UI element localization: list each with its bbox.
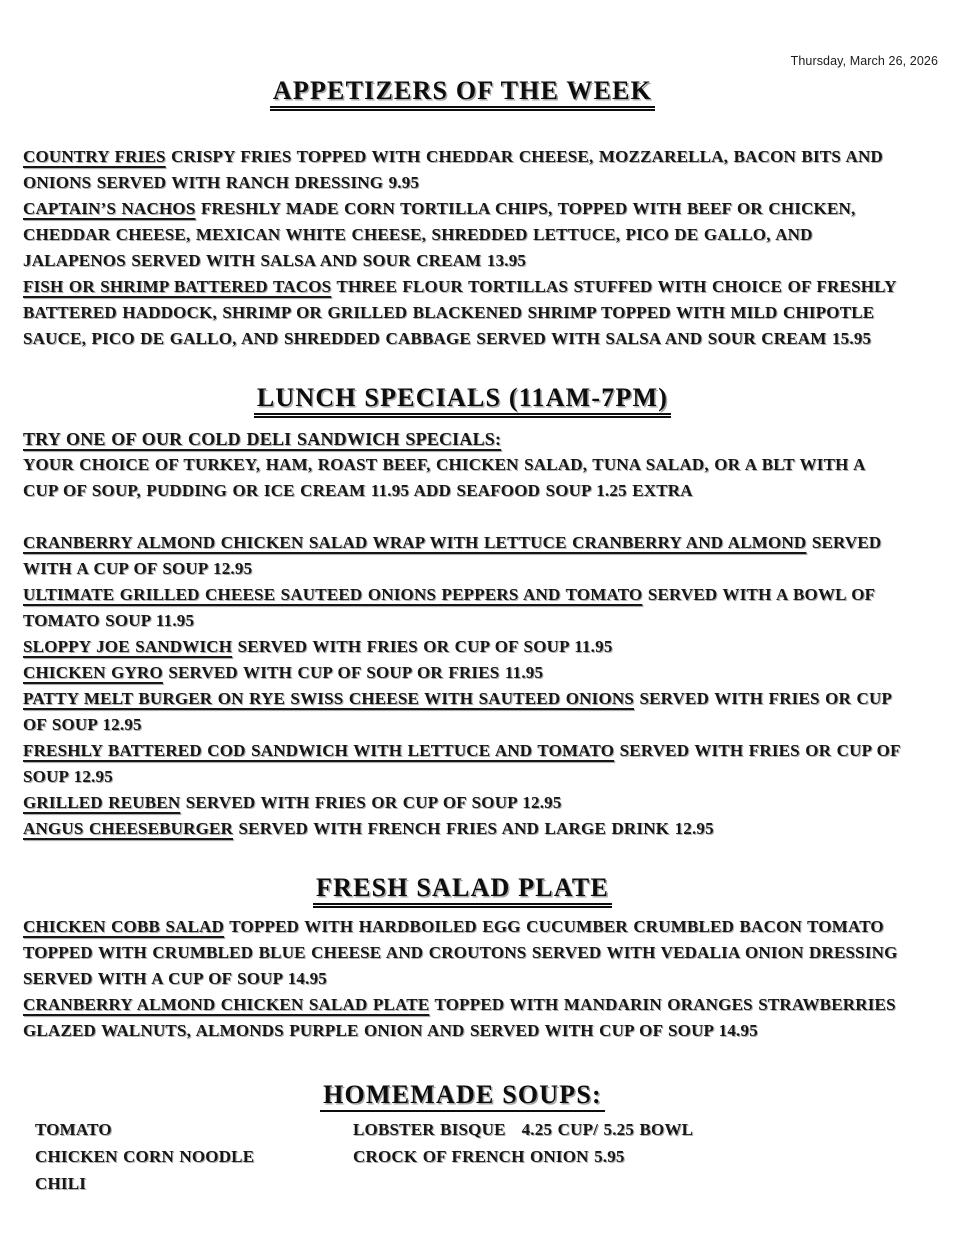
soup-item-lobster-bisque: [353, 1116, 693, 1143]
item-name: ULTIMATE GRILLED CHEESE SAUTEED ONIONS PEPPERS AND TOMATO: [23, 585, 643, 605]
menu-item-grilled-reuben: [23, 790, 902, 816]
menu-item-cranberry-salad-plate: [23, 992, 902, 1044]
salad-items: [23, 914, 902, 1044]
deli-specials-heading: TRY ONE OF OUR COLD DELI SANDWICH SPECIALS:: [23, 429, 502, 450]
menu-item-sloppy-joe: [23, 634, 902, 660]
date-text: Thursday, March 26, 2026: [790, 54, 938, 68]
item-desc: THREE FLOUR TORTILLAS STUFFED WITH CHOICE OF FRESHLY BATTERED HADDOCK, SHRIMP OR GRILLED BLACKENED SHRIMP TOPPED WITH MILD CHIPOTLE SAUCE, PICO DE GALLO, AND SHREDDED CABBAGE SERVED WITH SALSA AND SOUR CREAM: [23, 277, 896, 349]
item-name: FRESHLY BATTERED COD SANDWICH WITH LETTUCE AND TOMATO: [23, 741, 615, 761]
lunch-items: [23, 530, 902, 842]
deli-specials-text: YOUR CHOICE OF TURKEY, HAM, ROAST BEEF, CHICKEN SALAD, TUNA SALAD, OR A BLT WITH A CUP OF SOUP, PUDDING OR ICE CREAM 11.95 ADD SEAFOOD SOUP 1.25 EXTRA: [23, 455, 865, 501]
item-price: 12.95: [102, 715, 142, 735]
soup-price: 5.95: [594, 1147, 625, 1167]
item-name: COUNTRY FRIES: [23, 147, 166, 167]
item-desc: SERVED WITH FRIES OR CUP OF SOUP: [23, 741, 901, 787]
item-desc: SERVED WITH A CUP OF SOUP: [23, 533, 882, 579]
item-price: 11.95: [574, 637, 613, 657]
menu-item-captains-nachos: [23, 196, 902, 274]
item-price: 13.95: [486, 251, 527, 271]
item-desc: TOPPED WITH MANDARIN ORANGES STRAWBERRIES GLAZED WALNUTS, ALMONDS PURPLE ONION AND SERVED WITH CUP OF SOUP: [23, 995, 896, 1041]
soup-price: 4.25 CUP/ 5.25 BOWL: [521, 1120, 694, 1140]
menu-item-cranberry-wrap: [23, 530, 902, 582]
item-price: 12.95: [213, 559, 253, 579]
menu-item-chicken-gyro: [23, 660, 902, 686]
menu-item-fish-shrimp-tacos: [23, 274, 902, 352]
item-name: ANGUS CHEESEBURGER: [23, 819, 234, 839]
salads-title: FRESH SALAD PLATE: [23, 873, 902, 908]
soups-title: HOMEMADE SOUPS:: [23, 1080, 902, 1112]
item-name: CRANBERRY ALMOND CHICKEN SALAD PLATE: [23, 995, 430, 1015]
soups-columns: [23, 1116, 902, 1197]
menu-item-angus-cheeseburger: [23, 816, 902, 842]
item-name: CAPTAIN’S NACHOS: [23, 199, 196, 219]
menu-item-chicken-cobb: [23, 914, 902, 992]
item-price: 11.95: [504, 663, 544, 683]
soups-right-column: [353, 1116, 693, 1197]
menu-item-patty-melt: [23, 686, 902, 738]
item-price: 11.95: [155, 611, 195, 631]
soup-item-french-onion: [353, 1143, 693, 1170]
appetizers-title: APPETIZERS OF THE WEEK: [23, 76, 902, 111]
item-name: CHICKEN COBB SALAD: [23, 917, 225, 937]
appetizers-items: [23, 144, 902, 352]
item-price: 12.95: [522, 793, 562, 813]
item-desc: SERVED WITH FRIES OR CUP OF SOUP: [185, 793, 517, 813]
lunch-title: LUNCH SPECIALS (11AM-7PM): [23, 383, 902, 418]
item-desc: SERVED WITH FRIES OR CUP OF SOUP: [237, 637, 569, 657]
item-price: 9.95: [388, 173, 420, 193]
menu-item-country-fries: [23, 144, 902, 196]
menu-item-battered-cod: [23, 738, 902, 790]
item-price: 12.95: [73, 767, 113, 787]
item-desc: SERVED WITH CUP OF SOUP OR FRIES: [168, 663, 500, 683]
item-name: CHICKEN GYRO: [23, 663, 163, 683]
item-desc: CRISPY FRIES TOPPED WITH CHEDDAR CHEESE, MOZZARELLA, BACON BITS AND ONIONS SERVED WITH RANCH DRESSING: [23, 147, 883, 193]
item-price: 12.95: [674, 819, 714, 839]
item-desc: SERVED WITH A BOWL OF TOMATO SOUP: [23, 585, 875, 631]
item-name: FISH OR SHRIMP BATTERED TACOS: [23, 277, 332, 297]
menu-item-ultimate-grilled-cheese: [23, 582, 902, 634]
soup-name: CROCK OF FRENCH ONION: [353, 1147, 589, 1167]
item-desc: SERVED WITH FRIES OR CUP OF SOUP: [23, 689, 892, 735]
soup-item-tomato: TOMATO: [35, 1120, 112, 1140]
item-name: GRILLED REUBEN: [23, 793, 181, 813]
soup-item-chili: CHILI: [35, 1174, 87, 1194]
item-desc: SERVED WITH FRENCH FRIES AND LARGE DRINK: [238, 819, 670, 839]
item-price: 14.95: [287, 969, 327, 989]
item-desc: FRESHLY MADE CORN TORTILLA CHIPS, TOPPED WITH BEEF OR CHICKEN, CHEDDAR CHEESE, MEXICAN WHITE CHEESE, SHREDDED LETTUCE, PICO DE GALLO, AND JALAPENOS SERVED WITH SALSA AND SOUR CREAM: [23, 199, 856, 271]
item-name: PATTY MELT BURGER ON RYE SWISS CHEESE WITH SAUTEED ONIONS: [23, 689, 635, 709]
soup-item-chicken-corn-noodle: CHICKEN CORN NOODLE: [35, 1147, 255, 1167]
item-name: SLOPPY JOE SANDWICH: [23, 637, 233, 657]
item-price: 14.95: [718, 1021, 758, 1041]
item-name: CRANBERRY ALMOND CHICKEN SALAD WRAP WITH LETTUCE CRANBERRY AND ALMOND: [23, 533, 807, 553]
item-price: 15.95: [831, 329, 872, 349]
item-desc: TOPPED WITH HARDBOILED EGG CUCUMBER CRUMBLED BACON TOMATO TOPPED WITH CRUMBLED BLUE CHEESE AND CROUTONS SERVED WITH VEDALIA ONION DRESSING SERVED WITH A CUP OF SOUP: [23, 917, 898, 989]
soups-left-column: [35, 1116, 353, 1197]
soup-name: LOBSTER BISQUE: [353, 1120, 506, 1140]
